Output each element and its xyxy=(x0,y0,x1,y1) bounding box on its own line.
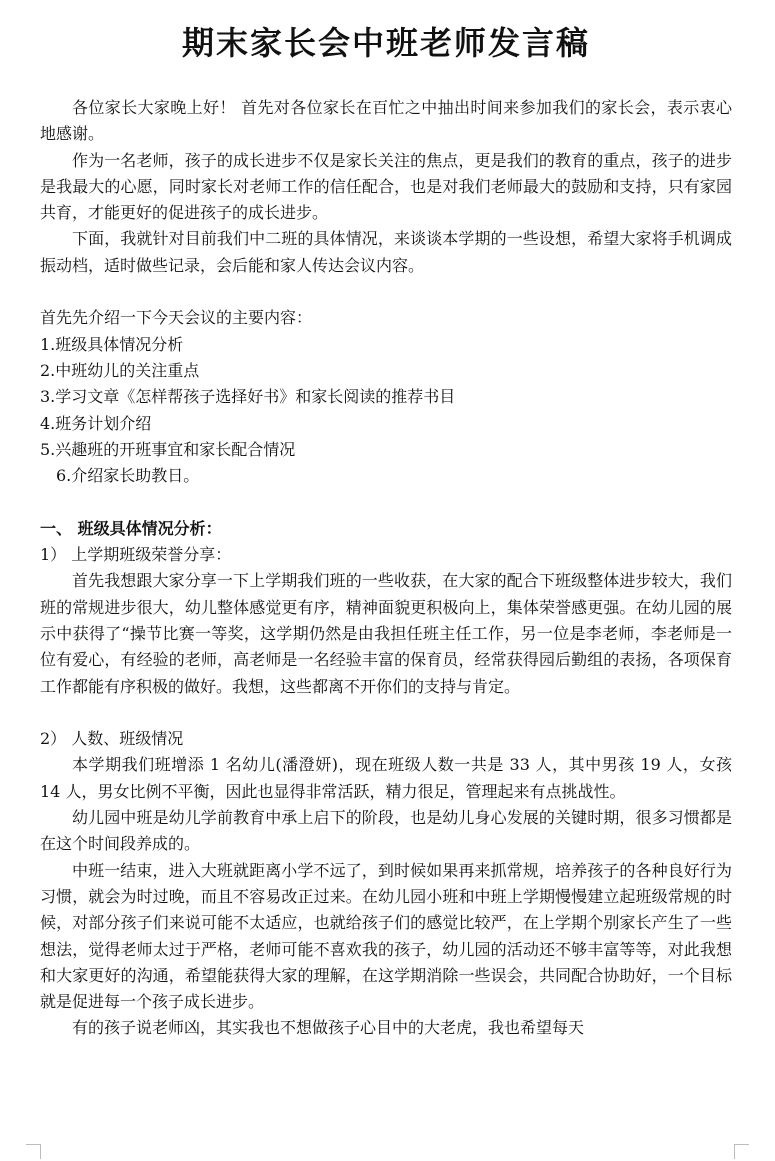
agenda-item: 5.兴趣班的开班事宜和家长配合情况 xyxy=(40,439,296,459)
agenda-item: 6.介绍家长助教日。 xyxy=(56,466,200,486)
body-paragraph: 本学期我们班增添 1 名幼儿(潘澄妍)，现在班级人数一共是 33 人，其中男孩 19 人，女孩 14 人，男女比例不平衡，因此也显得非常活跃，精力很足，管理起来有点挑战性。 xyxy=(40,755,732,801)
agenda-item: 4.班务计划介绍 xyxy=(40,413,152,433)
section-heading: 一、 班级具体情况分析： xyxy=(40,518,222,538)
intro-paragraph: 各位家长大家晚上好！ 首先对各位家长在百忙之中抽出时间来参加我们的家长会，表示衷心地感谢。 xyxy=(40,98,732,144)
body-paragraph: 中班一结束，进入大班就距离小学不远了，到时候如果再来抓常规，培养孩子的各种良好行为习惯，就会为时过晚，而且不容易改正过来。在幼儿园小班和中班上学期慢慢建立起班级常规的时候，对部分孩子们来说可能不太适应，也就给孩子们的感觉比较严，在上学期个别家长产生了一些想法，觉得老师太过于严格，老师可能不喜欢我的孩子，幼儿园的活动还不够丰富等等，对此我想和大家更好的沟通，希望能获得大家的理解，在这学期消除一些误会，共同配合协助好，一个目标就是促进每一个孩子成长进步。 xyxy=(40,860,732,1012)
page-corner-mark-left xyxy=(26,1144,41,1159)
blank-line xyxy=(40,489,732,515)
body-paragraph: 有的孩子说老师凶，其实我也不想做孩子心目中的大老虎，我也希望每天 xyxy=(72,1018,585,1038)
document-title: 期末家长会中班老师发言稿 xyxy=(181,24,590,62)
intro-paragraph: 下面，我就针对目前我们中二班的具体情况，来谈谈本学期的一些设想，希望大家将手机调成振动档，适时做些记录，会后能和家人传达会议内容。 xyxy=(40,229,732,275)
body-paragraph: 首先我想跟大家分享一下上学期我们班的一些收获，在大家的配合下班级整体进步较大，我们班的常规进步很大，幼儿整体感觉更有序，精神面貌更积极向上，集体荣誉感更强。在幼儿园的展示中获得了“操节比赛一等奖，这学期仍然是由我担任班主任工作，另一位是李老师，李老师是一位有爱心，有经验的老师，高老师是一名经验丰富的保育员，经常获得园后勤组的表扬，各项保育工作都能有序积极的做好。我想，这些都离不开你们的支持与肯定。 xyxy=(40,571,732,696)
document-body xyxy=(40,95,732,1042)
blank-line xyxy=(40,700,732,726)
blank-line xyxy=(40,279,732,305)
intro-paragraph: 作为一名老师，孩子的成长进步不仅是家长关注的焦点，更是我们的教育的重点，孩子的进步是我最大的心愿，同时家长对老师工作的信任配合，也是对我们老师最大的鼓励和支持，只有家园共育，才能更好的促进孩子的成长进步。 xyxy=(40,150,732,223)
agenda-item: 3.学习文章《怎样帮孩子选择好书》和家长阅读的推荐书目 xyxy=(40,387,456,407)
document-page xyxy=(40,0,732,1161)
agenda-heading: 首先先介绍一下今天会议的主要内容： xyxy=(40,308,313,328)
body-paragraph: 幼儿园中班是幼儿学前教育中承上启下的阶段，也是幼儿身心发展的关键时期，很多习惯都是在这个时间段养成的。 xyxy=(40,808,732,854)
agenda-item: 2.中班幼儿的关注重点 xyxy=(40,360,200,380)
page-corner-mark-right xyxy=(734,1144,749,1159)
subsection-heading: 2） 人数、班级情况 xyxy=(40,729,184,749)
subsection-heading: 1） 上学期班级荣誉分享： xyxy=(40,545,232,565)
agenda-item: 1.班级具体情况分析 xyxy=(40,334,184,354)
